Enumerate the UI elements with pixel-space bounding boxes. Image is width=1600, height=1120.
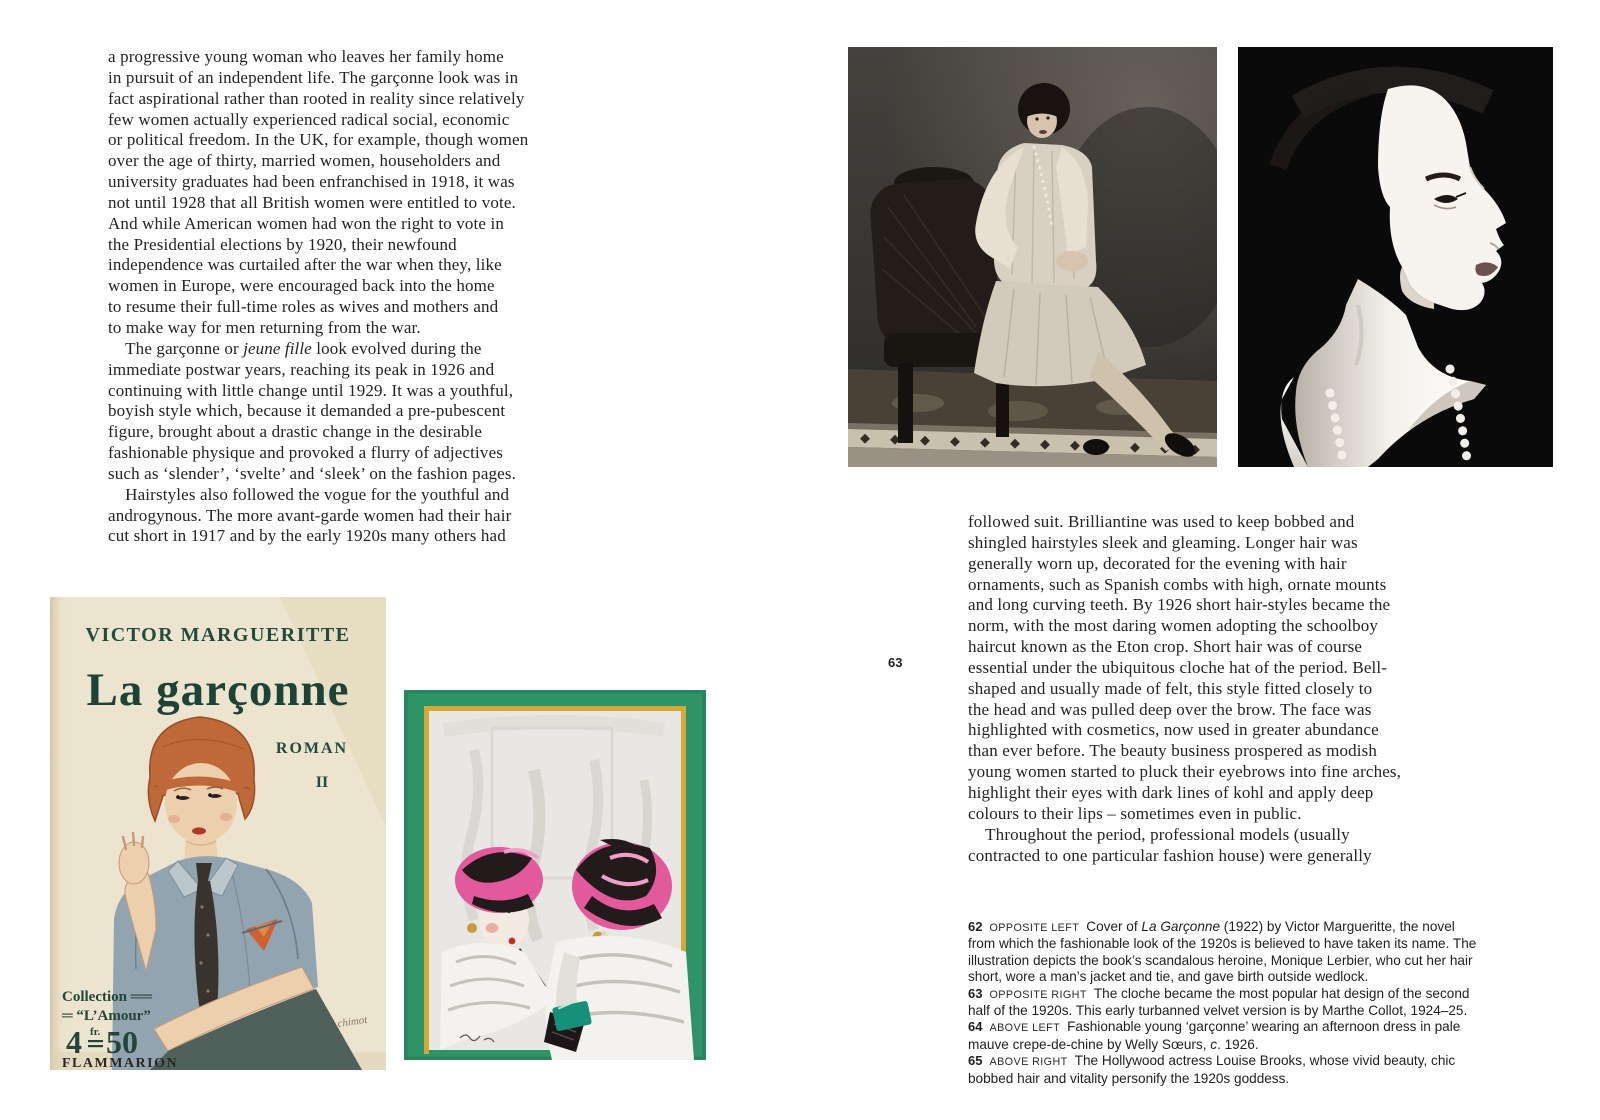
- cover-volume: II: [315, 774, 329, 791]
- caption-block: [968, 919, 1482, 1087]
- gold-earring: [467, 923, 477, 933]
- body-text-line: such as ‘slender’, ‘svelte’ and ‘sleek’ on the fashion pages.: [108, 463, 517, 483]
- clasped-hands: [1056, 251, 1088, 271]
- second-shoe: [1083, 439, 1109, 455]
- figure-65-louise-brooks-photo: [1238, 47, 1553, 467]
- caption-text: The cloche became the most popular hat design of the second half of the 1920s. This early turbanned velvet version is by Marthe Collot, 1924–25.: [968, 985, 1470, 1019]
- body-text-line: a progressive young woman who leaves her family home: [108, 47, 504, 66]
- page-number: 63: [888, 655, 903, 670]
- cover-author: VICTOR MARGUERITTE: [85, 624, 351, 646]
- body-text-line: to make way for men returning from the war.: [108, 317, 421, 337]
- caption-number: 63: [968, 985, 983, 1001]
- caption-number: 64: [968, 1019, 983, 1035]
- cover-genre: ROMAN: [275, 740, 349, 757]
- figure-caption: [968, 986, 1482, 1020]
- figure-62-la-garconne-book-cover: [50, 597, 386, 1070]
- body-text-line: the head and was pulled deep over the brow. The face was: [968, 699, 1372, 719]
- body-text-line: ornaments, such as Spanish combs with high, ornate mounts: [968, 574, 1387, 594]
- body-text-line: cut short in 1917 and by the early 1920s many others had: [108, 526, 506, 546]
- cover-publisher: FLAMMARION: [62, 1056, 179, 1070]
- gold-frame-line-left: [424, 706, 429, 1054]
- body-text-line: highlighted with cosmetics, now used in greater abundance: [968, 720, 1379, 740]
- body-text-line: fashionable physique and provoked a flurry of adjectives: [108, 443, 504, 463]
- body-text-line: androgynous. The more avant-garde women had their hair: [108, 505, 512, 525]
- body-text-line: young women started to pluck their eyebrows into fine arches,: [968, 762, 1402, 782]
- red-lips: [509, 938, 516, 945]
- cover-collection-line1: Collection ══: [62, 989, 152, 1005]
- body-text-line: shingled hairstyles sleek and gleaming. Longer hair was: [968, 532, 1358, 552]
- body-text-line: figure, brought about a drastic change in the desirable: [108, 422, 483, 442]
- caption-position-label: ABOVE LEFT: [989, 1022, 1061, 1035]
- body-text-line: The garçonne or jeune fille look evolved during the: [108, 338, 482, 358]
- body-text-line: And while American women had won the right to vote in: [108, 213, 505, 233]
- body-text-line: few women actually experienced radical social, economic: [108, 109, 510, 129]
- body-text-line: essential under the ubiquitous cloche hat of the period. Bell-: [968, 657, 1388, 677]
- cover-price-unit: fr.: [90, 1026, 101, 1038]
- cover-price-whole: 4: [66, 1024, 82, 1060]
- caption-number: 62: [968, 919, 983, 934]
- body-text-line: independence was curtailed after the war when they, like: [108, 255, 502, 275]
- body-text-line: to resume their full-time roles as wives and mothers and: [108, 297, 499, 317]
- body-text-line: haircut known as the Eton crop. Short hair was of course: [968, 637, 1363, 657]
- body-text-line: continuing with little change until 1929. It was a youthful,: [108, 380, 514, 400]
- body-text-line: the Presidential elections by 1920, their newfound: [108, 234, 457, 254]
- gold-frame-line-top: [424, 706, 686, 711]
- hand: [119, 842, 149, 884]
- caption-position-label: OPPOSITE RIGHT: [989, 988, 1087, 1001]
- cover-price-cents: 50: [106, 1024, 138, 1060]
- cover-artist-signature: chimot: [336, 1013, 369, 1030]
- figure-caption: [968, 1053, 1482, 1087]
- figure-caption: [968, 1019, 1482, 1053]
- body-text-line: contracted to one particular fashion house) were generally: [968, 845, 1372, 865]
- body-text-line: fact aspirational rather than rooted in reality since relatively: [108, 88, 525, 108]
- body-text-line: followed suit. Brilliantine was used to keep bobbed and: [968, 512, 1355, 531]
- figure-caption: [968, 919, 1482, 986]
- body-text-line: generally worn up, decorated for the evening with hair: [968, 553, 1347, 573]
- body-text-line: Hairstyles also followed the vogue for the youthful and: [108, 484, 510, 504]
- body-text-line: university graduates had been enfranchised in 1918, it was: [108, 172, 515, 192]
- body-text-line: women in Europe, were encouraged back into the home: [108, 276, 495, 296]
- body-text-line: immediate postwar years, reaching its peak in 1926 and: [108, 359, 495, 379]
- body-text-line: boyish style which, because it demanded a pre-pubescent: [108, 401, 506, 421]
- caption-text: Fashionable young ‘garçonne’ wearing an afternoon dress in pale mauve crepe-de-chine by Welly Sœurs, c. 1926.: [968, 1019, 1461, 1052]
- caption-position-label: ABOVE RIGHT: [989, 1056, 1068, 1069]
- body-text-line: not until 1928 that all British women were entitled to vote.: [108, 192, 516, 212]
- body-text-line: highlight their eyes with dark lines of kohl and apply deep: [968, 782, 1374, 802]
- left-page-body-column: [108, 47, 528, 547]
- body-text-line: Throughout the period, professional models (usually: [968, 824, 1350, 844]
- caption-number: 65: [968, 1053, 983, 1069]
- caption-position-label: OPPOSITE LEFT: [989, 922, 1080, 934]
- cover-collection-line2: ═ “L’Amour”: [62, 1008, 151, 1024]
- body-text-line: norm, with the most daring women adopting the schoolboy: [968, 616, 1379, 636]
- figure-64-seated-garconne-photo: [848, 47, 1217, 467]
- body-text-line: or political freedom. In the UK, for example, though women: [108, 130, 529, 150]
- caption-text: Cover of La Garçonne (1922) by Victor Margueritte, the novel from which the fashionable look of the 1920s is believed to have taken its name. The illustration depicts the book’s scandalous heroine, Monique Lerbier, who cut her hair short, wore a man’s jacket and tie, and gave birth outside wedlock.: [968, 919, 1477, 985]
- body-text-line: shaped and usually made of felt, this style fitted closely to: [968, 678, 1373, 698]
- body-text-line: and long curving teeth. By 1926 short hair-styles became the: [968, 595, 1391, 615]
- lips: [192, 827, 206, 834]
- body-text-line: over the age of thirty, married women, householders and: [108, 151, 501, 171]
- cover-title: La garçonne: [86, 664, 350, 716]
- right-page-body-column: [968, 512, 1401, 866]
- body-text-line: colours to their lips – sometimes even in public.: [968, 803, 1302, 823]
- body-text-line: in pursuit of an independent life. The garçonne look was in: [108, 67, 519, 87]
- body-text-line: than ever before. The beauty business prospered as modish: [968, 741, 1378, 761]
- caption-text: The Hollywood actress Louise Brooks, whose vivid beauty, chic bobbed hair and vitality personify the 1920s goddess.: [968, 1053, 1456, 1086]
- figure-63-cloche-turban-painting: [404, 690, 706, 1060]
